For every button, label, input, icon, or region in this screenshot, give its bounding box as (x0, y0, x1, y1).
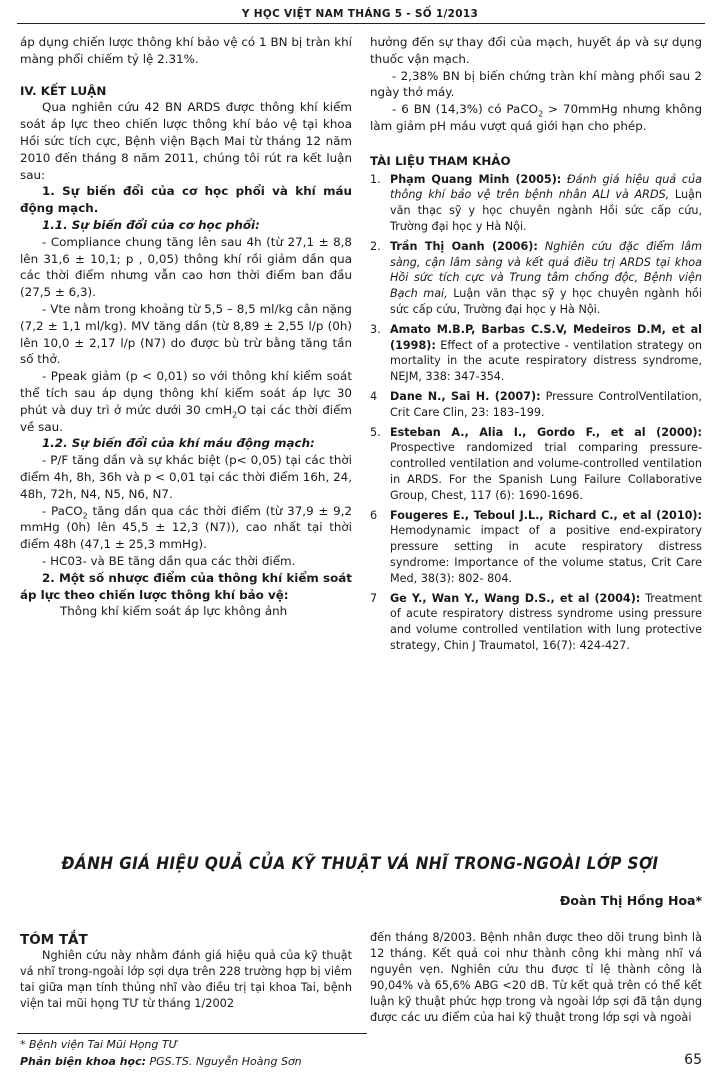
reference-source: Hemodynamic impact of a positive end-expiratory pressure setting in acute respiratory distress syndrome: Importance of the volume status, Crit Care Med, 38(3): 802- 804. (390, 524, 702, 585)
reference-authors: Esteban A., Alia I., Gordo F., et al (2000): (390, 425, 702, 439)
heading-1: 1. Sự biến đổi của cơ học phổi và khí máu động mạch. (20, 184, 352, 216)
abstract-left-text: Nghiên cứu này nhằm đánh giá hiệu quả của kỹ thuật vá nhĩ trong-ngoài lớp sợi dựa trên 228 trường hợp bị viêm tai giữa mạn tính thủng nhĩ vào điều trị tại khoa Tai, bệnh viện tai mũi họng TƯ từ tháng 1/2002 (20, 949, 352, 1010)
reference-list (370, 172, 702, 654)
abstract-left-column (20, 932, 352, 1012)
conclusion-paragraph: Qua nghiên cứu 42 BN ARDS được thông khí kiểm soát áp lực theo chiến lược thông khí bảo vệ tại khoa Hồi sức tích cực, Bệnh viện Bạch Mai từ tháng 12 năm 2010 đến tháng 8 năm 2011, chúng tôi rút ra kết luận sau: (20, 100, 352, 182)
article-title: ĐÁNH GIÁ HIỆU QUẢ CỦA KỸ THUẬT VÁ NHĨ TRONG-NGOÀI LỚP SỢI (61, 854, 659, 874)
section-conclusion-title: IV. KẾT LUẬN (20, 83, 107, 98)
reference-authors: Trần Thị Oanh (2006): (390, 239, 538, 253)
heading-2: 2. Một số nhược điểm của thông khí kiểm soát áp lực theo chiến lược thông khí bảo vệ: (20, 570, 352, 602)
reviewer-name: PGS.TS. Nguyễn Hoàng Sơn (146, 1055, 302, 1068)
continued-paragraph: hưởng đến sự thay đổi của mạch, huyết áp và sự dụng thuốc vận mạch. (370, 35, 702, 66)
reference-number: 1. (370, 172, 381, 186)
last-paragraph: Thông khí kiểm soát áp lực không ảnh (60, 604, 288, 619)
ppeak-paragraph (20, 368, 352, 435)
right-column (370, 34, 702, 658)
reference-number: 2. (370, 239, 381, 253)
left-column (20, 34, 352, 620)
reviewer-label: Phản biện khoa học: (20, 1055, 147, 1068)
reference-item (370, 425, 702, 504)
intro-paragraph: áp dụng chiến lược thông khí bảo vệ có 1 BN bị tràn khí màng phổi chiếm tỷ lệ 2.31%. (20, 35, 352, 66)
pneumothorax-paragraph: - 2,38% BN bị biến chứng tràn khí màng phổi sau 2 ngày thở máy. (370, 68, 702, 100)
reference-source: Luận văn thạc sỹ y học chuyên ngành hồi sức cấp cứu, Trường đại học y Hà Nội. (390, 287, 702, 316)
references-title: TÀI LIỆU THAM KHẢO (370, 153, 511, 168)
reference-item (370, 322, 702, 385)
footnote-rule (17, 1033, 367, 1034)
reference-authors: Dane N., Sai H. (2007): (390, 389, 541, 403)
hco3-paragraph: - HC03- và BE tăng dần qua các thời điểm. (42, 553, 296, 568)
paco2-70-subscript: 2 (537, 109, 544, 119)
reference-title: Đánh giá hiệu quả của thông khí bảo vệ trên bệnh nhân ALI và ARDS, (390, 172, 702, 202)
reference-authors: Amato M.B.P, Barbas C.S.V, Medeiros D.M, et al (1998): (390, 322, 702, 352)
footnote-affiliation: * Bệnh viện Tai Mũi Họng TƯ (20, 1038, 178, 1051)
reference-item (370, 239, 702, 318)
heading-1-2: 1.2. Sự biến đổi của khí máu động mạch: (42, 436, 315, 451)
reference-source: Luận văn thạc sỹ y học chuyên ngành Hồi sức cấp cứu, Trường đại học y Hà Nội. (390, 188, 702, 233)
reference-source: Treatment of acute respiratory distress syndrome using pressure and volume controlled ventilation with lung protective strategy, Chin J Traumatol, 16(7): 424-427. (390, 591, 703, 652)
reference-authors: Ge Y., Wan Y., Wang D.S., et al (2004): (390, 591, 641, 605)
reference-title: Nghiên cứu đặc điểm lâm sàng, cận lâm sàng và kết quả điều trị ARDS tại khoa Hồi sức tích cực và Trung tâm chống độc, Bệnh viện Bạch mai, (390, 239, 702, 301)
abstract-heading: TÓM TẮT (20, 932, 88, 948)
ppeak-text-a: - Ppeak giảm (p < 0,01) so với thông khí kiểm soát thể tích sau áp dụng thông khí kiểm soát áp lực 30 phút và duy trì ở mức dưới 30 cmH (20, 369, 352, 417)
reference-source: Pressure ControlVentilation, Crit Care Clin, 23: 183–199. (390, 389, 702, 419)
compliance-paragraph: - Compliance chung tăng lên sau 4h (từ 27,1 ± 8,8 lên 31,6 ± 10,1; p , 0,05) thông khí rồi giảm dần qua các thời điểm nhưng vẫn cao hơn thời điểm ban đầu (27,5 ± 6,3). (20, 234, 352, 300)
ppeak-subscript: 2 (232, 410, 238, 420)
reference-item (370, 508, 702, 587)
reference-item (370, 172, 702, 235)
paco2-70-text-a: - 6 BN (14,3%) có PaCO (392, 102, 538, 117)
paco2-subscript: 2 (82, 510, 88, 520)
vte-paragraph: - Vte nằm trong khoảng từ 5,5 – 8,5 ml/kg cân nặng (7,2 ± 1,1 ml/kg). MV tăng dần (từ 8,89 ± 2,55 l/p (0h) lên 10,0 ± 2,17 l/p (N7) do được bù trừ bằng tăng tần số thở. (20, 301, 352, 367)
reference-number: 6 (370, 508, 378, 522)
pf-paragraph: - P/F tăng dần và sự khác biệt (p< 0,05) tại các thời điểm 4h, 8h, 36h và p < 0,01 tại các thời điểm 16h, 24, 48h, 72h, N4, N5, N6, N7. (20, 453, 352, 501)
header-rule (17, 23, 705, 24)
reference-number: 5. (370, 425, 381, 439)
article-author: Đoàn Thị Hồng Hoa* (559, 893, 702, 908)
paco2-70-paragraph (370, 101, 702, 135)
paco2-text-b: tăng dần qua các thời điểm (từ 37,9 ± 9,2 mmHg (0h) lên 45,5 ± 12,3 (N7)), cao nhất tại thời điểm 48h (47,1 ± 25,3 mmHg). (20, 503, 352, 552)
reference-source: Prospective randomized trial comparing pressure-controlled ventilation and volume-controlled ventilation in ARDS. For the Spanish Lung Failure Collaborative Group, Chest, 117 (6): 1690-1696. (390, 441, 702, 502)
reference-number: 4 (370, 389, 378, 403)
heading-1-1: 1.1. Sự biến đổi của cơ học phổi: (42, 217, 260, 232)
running-header: Y HỌC VIỆT NAM THÁNG 5 - SỐ 1/2013 (241, 8, 479, 20)
reference-number: 7 (370, 591, 378, 605)
reference-item (370, 389, 702, 421)
page-number: 65 (684, 1052, 702, 1068)
paco2-paragraph (20, 503, 352, 553)
paco2-text-a: - PaCO (42, 503, 83, 518)
reference-authors: Fougeres E., Teboul J.L., Richard C., et al (2010): (390, 508, 702, 522)
paco2-70-text-b: > 70mmHg nhưng không làm giảm pH máu vượt quá giới hạn cho phép. (370, 102, 702, 133)
abstract-right-column (370, 930, 702, 1026)
abstract-right-text: đến tháng 8/2003. Bệnh nhân được theo dõi trung bình là 12 tháng. Kết quả coi như thành công khi màng nhĩ vá nguyên vẹn. Nghiên cứu thu được tỉ lệ thành công là 90,04% và 65,6% ABG <20 dB. Từ kết quả trên có thể kết luận kỹ thuật phức hợp trong và ngoài lớp sợi đã tận dụng được các ưu điểm của hai kỹ thuật trong lớp sợi và ngoài (370, 931, 702, 1024)
reference-item (370, 591, 702, 654)
reference-authors: Phạm Quang Minh (2005): (390, 172, 562, 186)
footnote-reviewer (20, 1055, 302, 1068)
reference-source: Effect of a protective - ventilation strategy on mortality in the acute respiratory distress syndrome, NEJM, 338: 347-354. (390, 338, 702, 384)
ppeak-text-b: O tại các thời điểm về sau. (20, 402, 352, 434)
reference-number: 3. (370, 322, 381, 336)
